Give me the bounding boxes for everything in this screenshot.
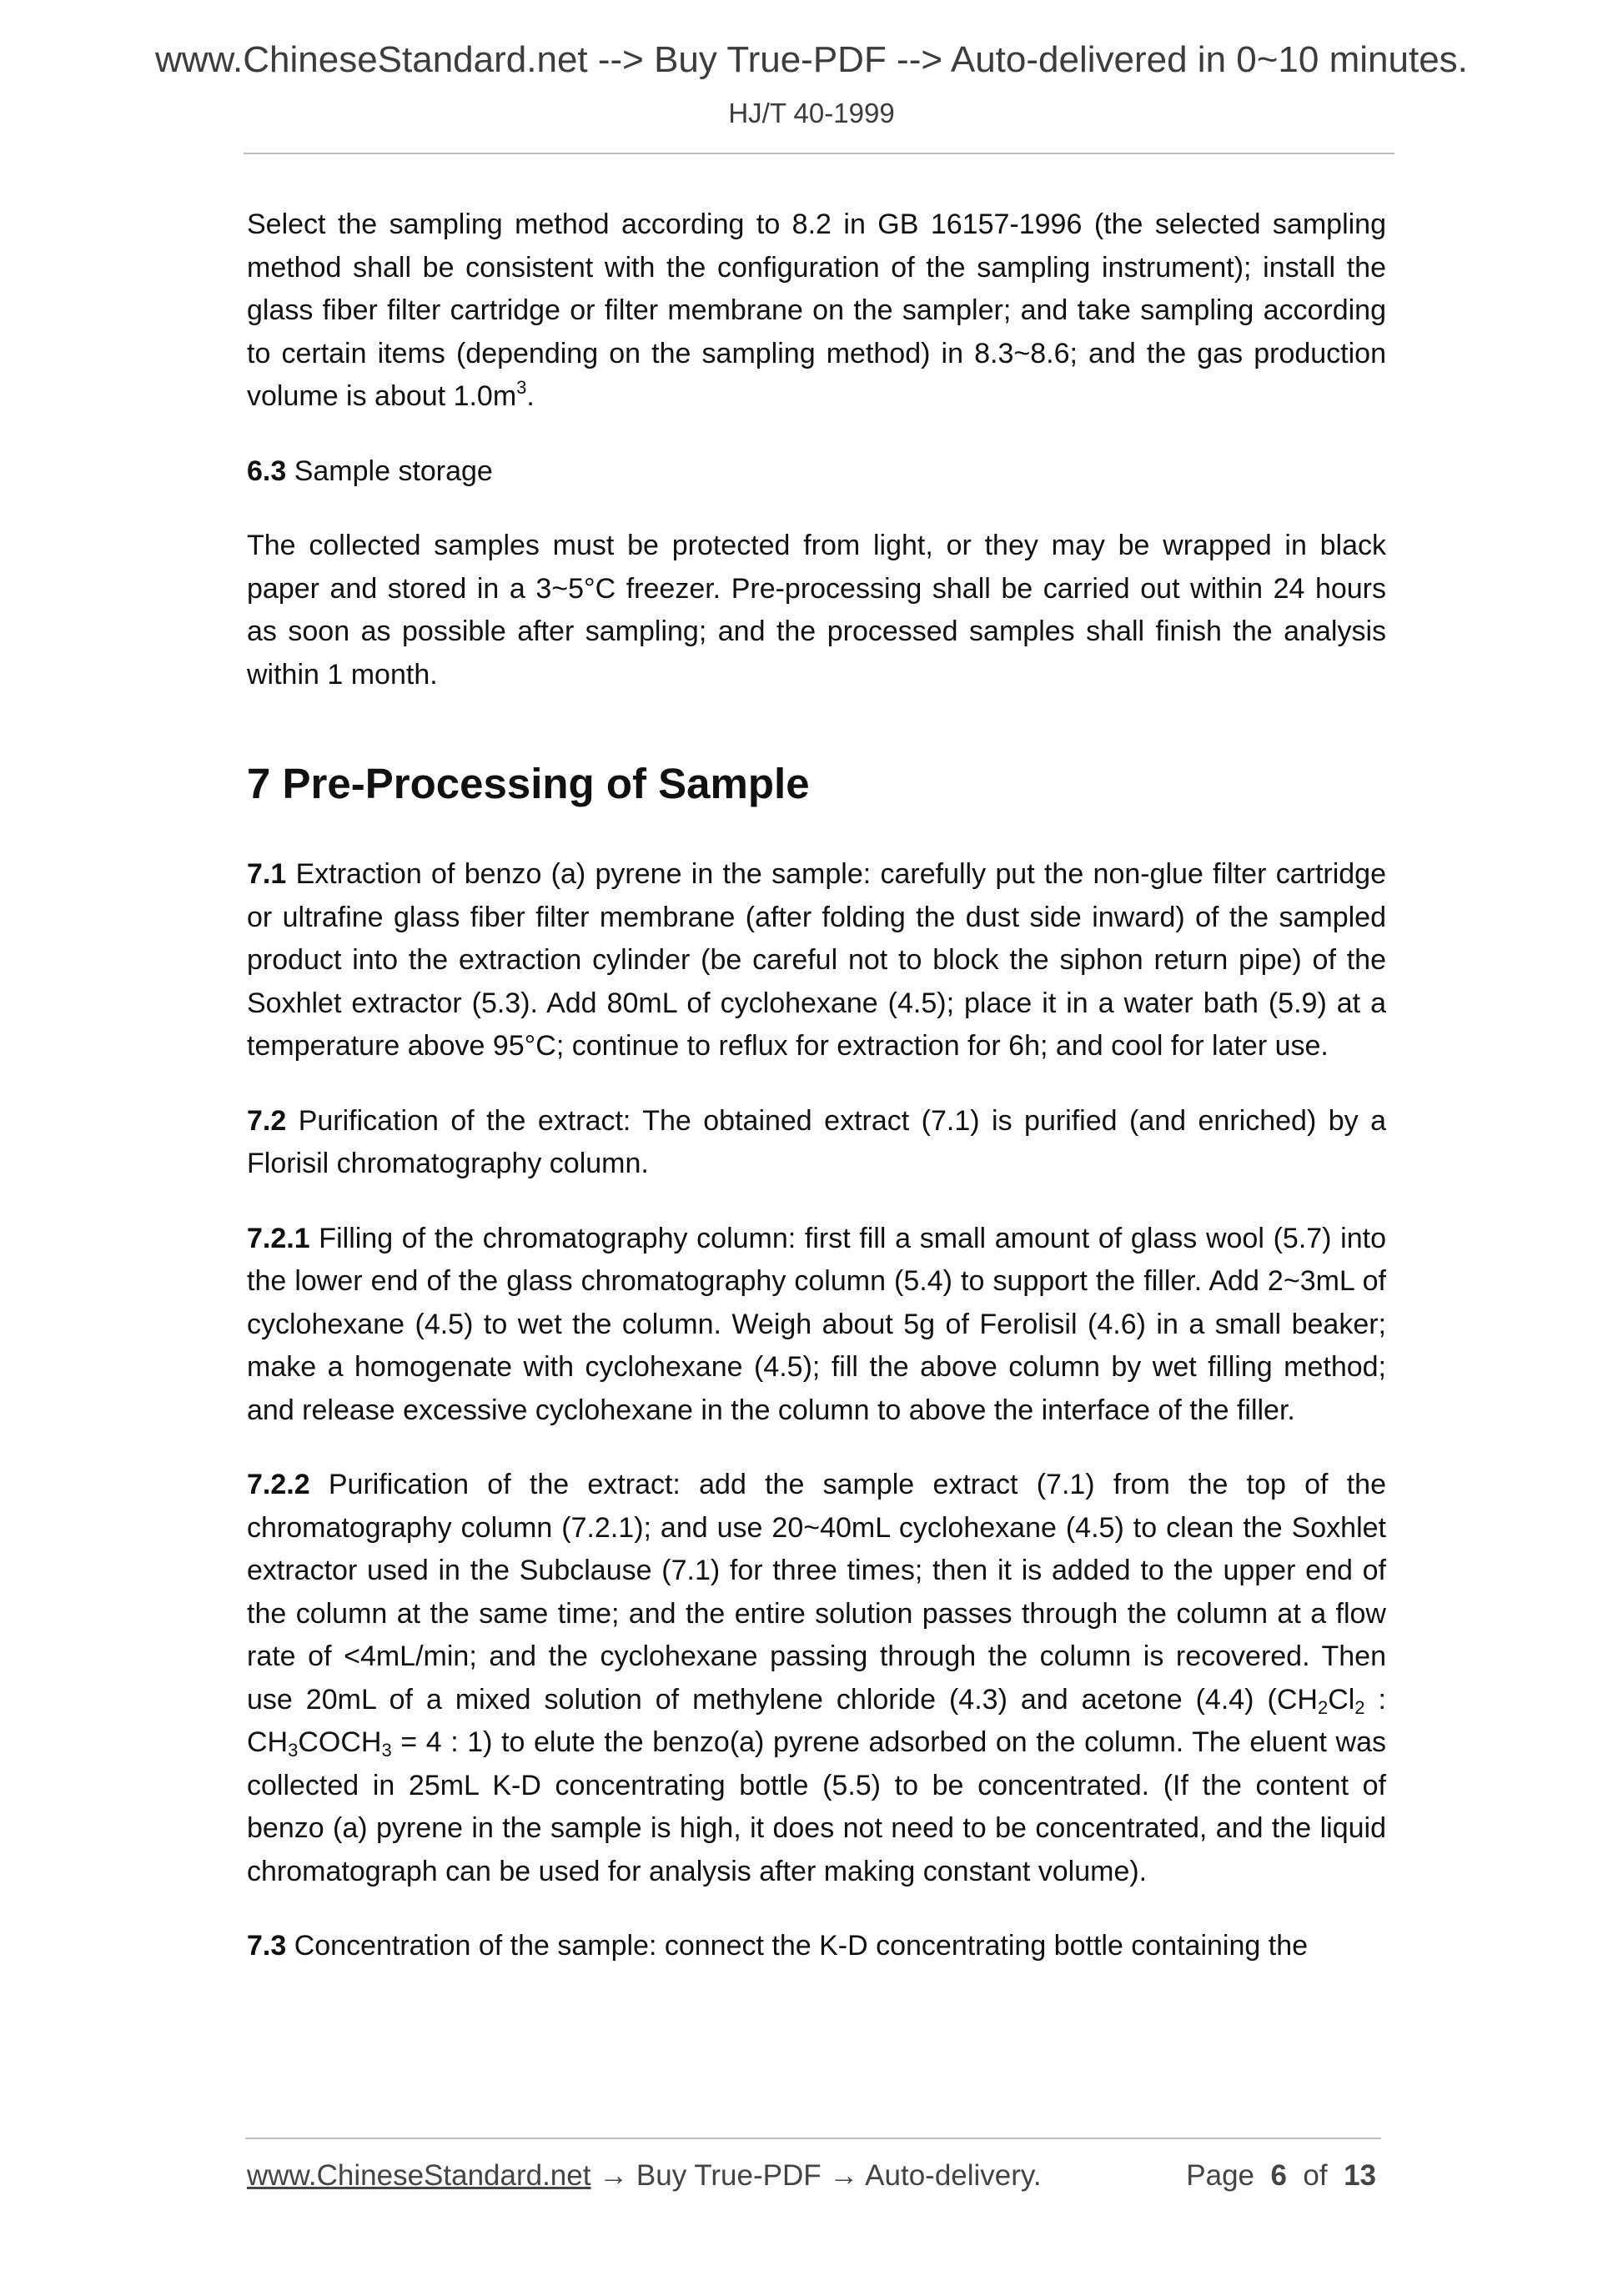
clause-text: Concentration of the sample: connect the K-D concentrating bottle containing the xyxy=(286,1930,1309,1962)
subscript: 3 xyxy=(288,1740,299,1761)
of-label: of xyxy=(1303,2159,1328,2192)
footer-divider xyxy=(245,2138,1381,2139)
formula-part: Cl xyxy=(1328,1683,1355,1716)
clause-text: Purification of the extract: add the sample extract (7.1) from the top of the chromatography column (7.2.1); and use 20~40mL cyclohexane (4.5) to clean the Soxhlet extractor used in the Subclause (7.1) for three times; then it is added to the upper end of the column at the same time; and the entire solution passes through the column at a flow rate of <4mL/min; and the cyclohexane passing through the column is recovered. Then use 20mL of a mixed solution of methylene chloride (4.3) and acetone (4.4) (CH xyxy=(247,1469,1386,1716)
clause-6-3-paragraph xyxy=(247,525,1386,696)
page-total: 13 xyxy=(1344,2159,1376,2192)
formula-part: COCH xyxy=(298,1726,382,1758)
clause-number: 7.1 xyxy=(247,858,287,890)
page-content xyxy=(247,203,1386,2000)
footer-site-link[interactable]: www.ChineseStandard.net xyxy=(247,2159,591,2192)
clause-text: Filling of the chromatography column: first fill a small amount of glass wool (5.7) into the lower end of the glass chromatography column (5.4) to support the filler. Add 2~3mL of cyclohexane (4.5) to wet the column. Weigh about 5g of Ferolisil (4.6) in a small beaker; make a homogenate with cyclohexane (4.5); fill the above column by wet filling method; and release excessive cyclohexane in the column to above the interface of the filler. xyxy=(247,1222,1386,1426)
clause-text: The collected samples must be protected from light, or they may be wrapped in black paper and stored in a 3~5°C freezer. Pre-processing shall be carried out within 24 hours as soon as possible after sampling; and the processed samples shall finish the analysis within 1 month. xyxy=(247,530,1386,691)
subscript: 2 xyxy=(1317,1696,1329,1718)
footer-tagline: → Buy True-PDF → Auto-delivery. xyxy=(590,2159,1042,2192)
clause-text: Purification of the extract: The obtained extract (7.1) is purified (and enriched) by a Florisil chromatography column. xyxy=(247,1104,1386,1179)
clause-7-3 xyxy=(247,1925,1386,1968)
clause-title: Sample storage xyxy=(286,455,493,487)
subscript: 3 xyxy=(381,1740,392,1761)
page-footer xyxy=(247,2155,1381,2197)
header-divider xyxy=(244,153,1394,154)
clause-7-2 xyxy=(247,1100,1386,1186)
formula-part: : CH xyxy=(247,1683,1386,1758)
page-number: 6 xyxy=(1270,2159,1287,2192)
clause-7-1 xyxy=(247,853,1386,1068)
clause-text: Extraction of benzo (a) pyrene in the sample: carefully put the non-glue filter cartridge or ultrafine glass fiber filter membrane (after folding the dust side inward) of the sampled product into the extraction cylinder (be careful not to block the siphon return pipe) of the Soxhlet extractor (5.3). Add 80mL of cyclohexane (4.5); place it in a water bath (5.9) at a temperature above 95°C; continue to reflux for extraction for 6h; and cool for later use. xyxy=(247,858,1386,1062)
clause-number: 7.2.2 xyxy=(247,1469,310,1500)
footer-left xyxy=(247,2155,1042,2197)
cubic-superscript: 3 xyxy=(516,377,527,398)
clause-number: 7.2 xyxy=(247,1104,287,1137)
clause-number: 7.3 xyxy=(247,1930,287,1962)
page-indicator xyxy=(1186,2155,1376,2197)
section-7-heading: 7 Pre-Processing of Sample xyxy=(247,760,810,807)
intro-end: . xyxy=(526,380,535,412)
clause-number: 6.3 xyxy=(247,455,287,487)
clause-text-end: = 4 : 1) to elute the benzo(a) pyrene adsorbed on the column. The eluent was collected in 25mL K-D concentrating bottle (5.5) to be concentrated. (If the content of benzo (a) pyrene in the sample is high, it does not need to be concentrated, and the liquid chromatograph can be used for analysis after making constant volume). xyxy=(247,1726,1386,1887)
page-label: Page xyxy=(1186,2159,1255,2192)
document-code: HJ/T 40-1999 xyxy=(728,98,895,128)
clause-number: 7.2.1 xyxy=(247,1222,310,1254)
clause-7-2-1 xyxy=(247,1218,1386,1433)
clause-6-3-title xyxy=(247,450,1386,494)
intro-paragraph xyxy=(247,203,1386,419)
clause-7-2-2 xyxy=(247,1464,1386,1893)
top-banner: www.ChineseStandard.net --> Buy True-PDF --> Auto-delivered in 0~10 minutes. xyxy=(155,39,1468,80)
subscript: 2 xyxy=(1354,1696,1365,1718)
intro-text: Select the sampling method according to 8.2 in GB 16157-1996 (the selected sampling method shall be consistent with the configuration of the sampling instrument); install the glass fiber filter cartridge or filter membrane on the sampler; and take sampling according to certain items (depending on the sampling method) in 8.3~8.6; and the gas production volume is about 1.0m xyxy=(247,208,1386,412)
